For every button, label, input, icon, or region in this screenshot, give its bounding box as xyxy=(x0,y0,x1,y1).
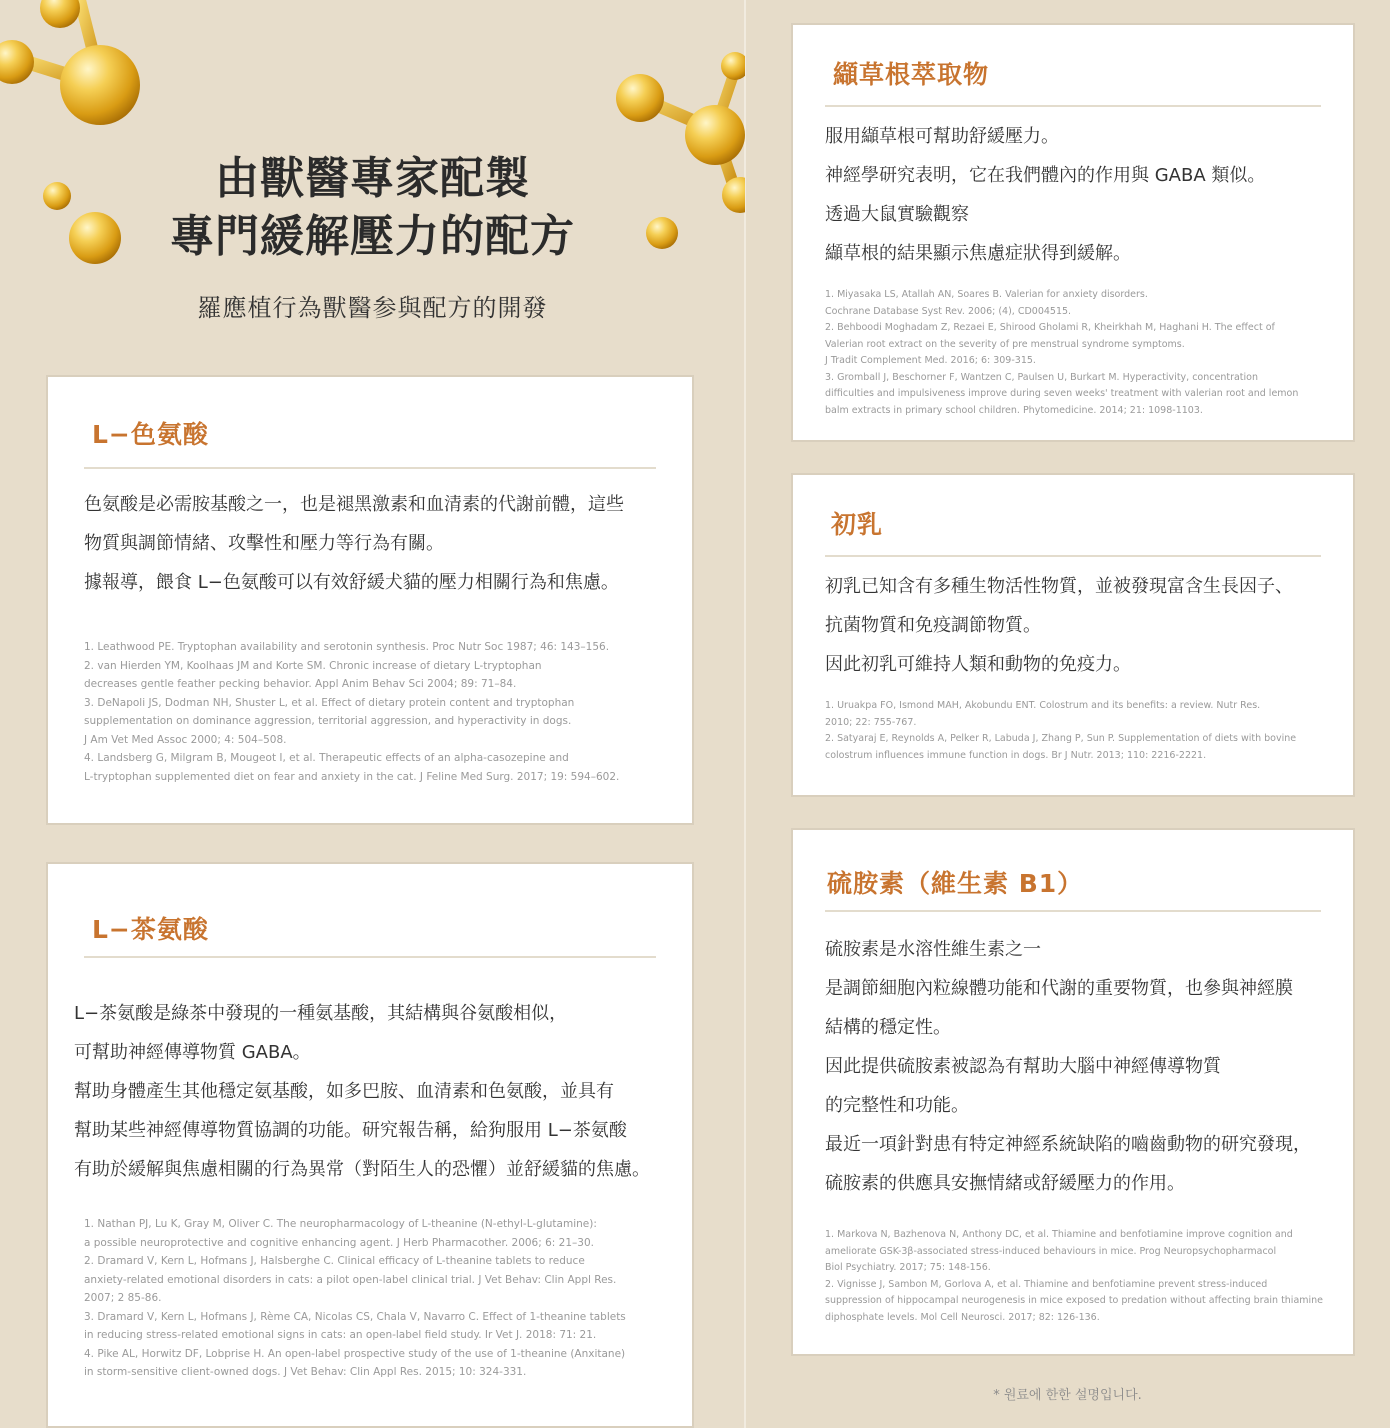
reference-line: balm extracts in primary school children. Phytomedicine. 2014; 21: 1098-1103. xyxy=(825,404,1203,416)
reference-line: anxiety-related emotional disorders in cats: a pilot open-label clinical trial. J Vet Behav: Clin Appl Res. xyxy=(84,1273,617,1286)
body-line: 是調節細胞內粒線體功能和代謝的重要物質，也參與神經膜 xyxy=(825,978,1293,999)
body-line: 的完整性和功能。 xyxy=(825,1095,969,1116)
reference-line: L-tryptophan supplemented diet on fear and anxiety in the cat. J Feline Med Surg. 2017; 19: 594–602. xyxy=(84,770,620,783)
reference-line: 2. Behboodi Moghadam Z, Rezaei E, Shirood Gholami R, Kheirkhah M, Haghani H. The effect of xyxy=(825,322,1275,333)
reference-line: in storm-sensitive client-owned dogs. J Vet Behav: Clin Appl Res. 2015; 10: 324-331. xyxy=(84,1366,527,1378)
reference-line: decreases gentle feather pecking behavior. Appl Anim Behav Sci 2004; 89: 71–84. xyxy=(84,678,517,690)
body-line: 透過大鼠實驗觀察 xyxy=(825,204,969,225)
reference-line: Cochrane Database Syst Rev. 2006; (4), CD004515. xyxy=(825,305,1072,317)
hero-title-line2: 專門緩解壓力的配方 xyxy=(170,211,575,262)
reference-line: diphosphate levels. Mol Cell Neurosci. 2017; 82: 126-136. xyxy=(825,1311,1100,1323)
reference-line: 1. Leathwood PE. Tryptophan availability and serotonin synthesis. Proc Nutr Soc 1987; 46: 143–156. xyxy=(84,641,610,653)
body-line: L−茶氨酸是綠茶中發現的一種氨基酸，其結構與谷氨酸相似， xyxy=(74,1003,568,1024)
reference-line: ameliorate GSK-3β-associated stress-induced behaviours in mice. Prog Neuropsychopharmacol xyxy=(825,1245,1277,1257)
hero-subtitle: 羅應植行為獸醫参與配方的開發 xyxy=(197,294,548,322)
reference-line: 4. Landsberg G, Milgram B, Mougeot I, et al. Therapeutic effects of an alpha-casozepine and xyxy=(84,752,569,764)
reference-line: 1. Miyasaka LS, Atallah AN, Soares B. Valerian for anxiety disorders. xyxy=(825,289,1148,300)
body-line: 色氨酸是必需胺基酸之一，也是褪黑激素和血清素的代謝前體，這些 xyxy=(84,494,624,515)
body-line: 硫胺素是水溶性維生素之一 xyxy=(825,939,1041,960)
reference-line: 2. Satyaraj E, Reynolds A, Pelker R, Labuda J, Zhang P, Sun P. Supplementation of diets with bovine xyxy=(825,733,1297,744)
body-line: 因此提供硫胺素被認為有幫助大腦中神經傳導物質 xyxy=(825,1056,1221,1077)
card-title: 硫胺素（維生素 B1） xyxy=(827,869,1084,898)
references xyxy=(84,1215,656,1382)
reference-line: 2007; 2 85-86. xyxy=(84,1292,162,1304)
card-title: 纈草根萃取物 xyxy=(833,60,990,89)
body-line: 纈草根的結果顯示焦慮症狀得到緩解。 xyxy=(825,243,1131,264)
hero-section xyxy=(0,150,745,323)
card-title: 初乳 xyxy=(831,510,884,539)
body-line: 硫胺素的供應具安撫情緒或舒緩壓力的作用。 xyxy=(825,1173,1185,1194)
body-line: 最近一項針對患有特定神經系統缺陷的嚙齒動物的研究發現， xyxy=(825,1134,1311,1155)
body-line: 物質與調節情緒、攻擊性和壓力等行為有關。 xyxy=(84,533,444,554)
reference-line: J Am Vet Med Assoc 2000; 4: 504–508. xyxy=(84,733,287,746)
reference-line: 3. DeNapoli JS, Dodman NH, Shuster L, et al. Effect of dietary protein content and tryptophan xyxy=(84,696,575,709)
reference-line: difficulties and impulsiveness improve during seven weeks' treatment with valerian root and lemon xyxy=(825,388,1299,399)
reference-line: 2. Vignisse J, Sambon M, Gorlova A, et al. Thiamine and benfotiamine prevent stress-induced xyxy=(825,1278,1268,1290)
reference-line: J Tradit Complement Med. 2016; 6: 309-315. xyxy=(825,355,1036,366)
reference-line: 2010; 22: 755-767. xyxy=(825,716,917,728)
references xyxy=(825,1227,1324,1326)
reference-line: a possible neuroprotective and cognitive enhancing agent. J Herb Pharmacother. 2006; 6: 21–30. xyxy=(84,1236,594,1249)
reference-line: 4. Pike AL, Horwitz DF, Lobprise H. An open-label prospective study of the use of 1-theanine (Anxitane) xyxy=(84,1347,626,1360)
reference-line: in reducing stress-related emotional signs in cats: an open-label field study. Ir Vet J. 2018: 71: 21. xyxy=(84,1329,597,1341)
body-line: 服用纈草根可幫助舒緩壓力。 xyxy=(825,126,1059,147)
hero-title-line1: 由獸醫專家配製 xyxy=(215,153,530,204)
reference-line: 3. Dramard V, Kern L, Hofmans J, Rème CA, Nicolas CS, Chala V, Navarro C. Effect of 1-theanine tablets xyxy=(84,1310,626,1323)
card-title: L−色氨酸 xyxy=(92,420,209,449)
reference-line: 2. van Hierden YM, Koolhaas JM and Korte SM. Chronic increase of dietary L-tryptophan xyxy=(84,659,542,672)
card-valerian xyxy=(791,23,1355,442)
reference-line: 1. Nathan PJ, Lu K, Gray M, Oliver C. The neuropharmacology of L-theanine (N-ethyl-L-glutamine): xyxy=(84,1218,597,1230)
body-line: 據報導，餵食 L−色氨酸可以有效舒緩犬貓的壓力相關行為和焦慮。 xyxy=(84,572,619,593)
body-line: 結構的穩定性。 xyxy=(825,1017,951,1038)
body-line: 抗菌物質和免疫調節物質。 xyxy=(825,615,1041,636)
card-tryptophan xyxy=(46,375,694,825)
body-line: 因此初乳可維持人類和動物的免疫力。 xyxy=(825,654,1131,675)
card-divider xyxy=(825,555,1321,557)
card-divider xyxy=(84,956,656,958)
body-line: 初乳已知含有多種生物活性物質，並被發現富含生長因子、 xyxy=(825,576,1293,597)
references xyxy=(84,638,656,786)
card-thiamine xyxy=(791,828,1355,1356)
hero-title xyxy=(0,150,745,266)
body-line: 幫助某些神經傳導物質協調的功能。研究報告稱，給狗服用 L−茶氨酸 xyxy=(74,1120,627,1141)
card-divider xyxy=(84,467,656,469)
body-line: 幫助身體產生其他穩定氨基酸，如多巴胺、血清素和色氨酸，並具有 xyxy=(74,1081,614,1102)
references xyxy=(825,698,1321,764)
reference-line: colostrum influences immune function in dogs. Br J Nutr. 2013; 110: 2216-2221. xyxy=(825,749,1207,761)
reference-line: Valerian root extract on the severity of pre menstrual syndrome symptoms. xyxy=(825,338,1185,350)
card-theanine xyxy=(46,862,694,1428)
footnote: * 원료에 한한 설명입니다. xyxy=(993,1388,1142,1403)
references xyxy=(825,287,1321,419)
reference-line: Biol Psychiatry. 2017; 75: 148-156. xyxy=(825,1262,991,1273)
body-line: 神經學研究表明，它在我們體內的作用與 GABA 類似。 xyxy=(825,165,1266,186)
body-line: 可幫助神經傳導物質 GABA。 xyxy=(74,1042,311,1063)
reference-line: 1. Uruakpa FO, Ismond MAH, Akobundu ENT. Colostrum and its benefits: a review. Nutr Res. xyxy=(825,700,1261,711)
reference-line: 3. Gromball J, Beschorner F, Wantzen C, Paulsen U, Burkart M. Hyperactivity, concentration xyxy=(825,371,1258,383)
card-divider xyxy=(825,910,1321,912)
reference-line: suppression of hippocampal neurogenesis in mice exposed to predation without affecting brain thiamine xyxy=(825,1295,1324,1306)
card-divider xyxy=(825,105,1321,107)
reference-line: 1. Markova N, Bazhenova N, Anthony DC, et al. Thiamine and benfotiamine improve cognition and xyxy=(825,1229,1293,1240)
body-line: 有助於緩解與焦慮相關的行為異常（對陌生人的恐懼）並舒緩貓的焦慮。 xyxy=(74,1159,650,1180)
card-title: L−茶氨酸 xyxy=(92,915,209,944)
reference-line: supplementation on dominance aggression, territorial aggression, and hyperactivity in dogs. xyxy=(84,715,572,727)
card-colostrum xyxy=(791,473,1355,797)
reference-line: 2. Dramard V, Kern L, Hofmans J, Halsberghe C. Clinical efficacy of L-theanine tablets to reduce xyxy=(84,1255,585,1267)
